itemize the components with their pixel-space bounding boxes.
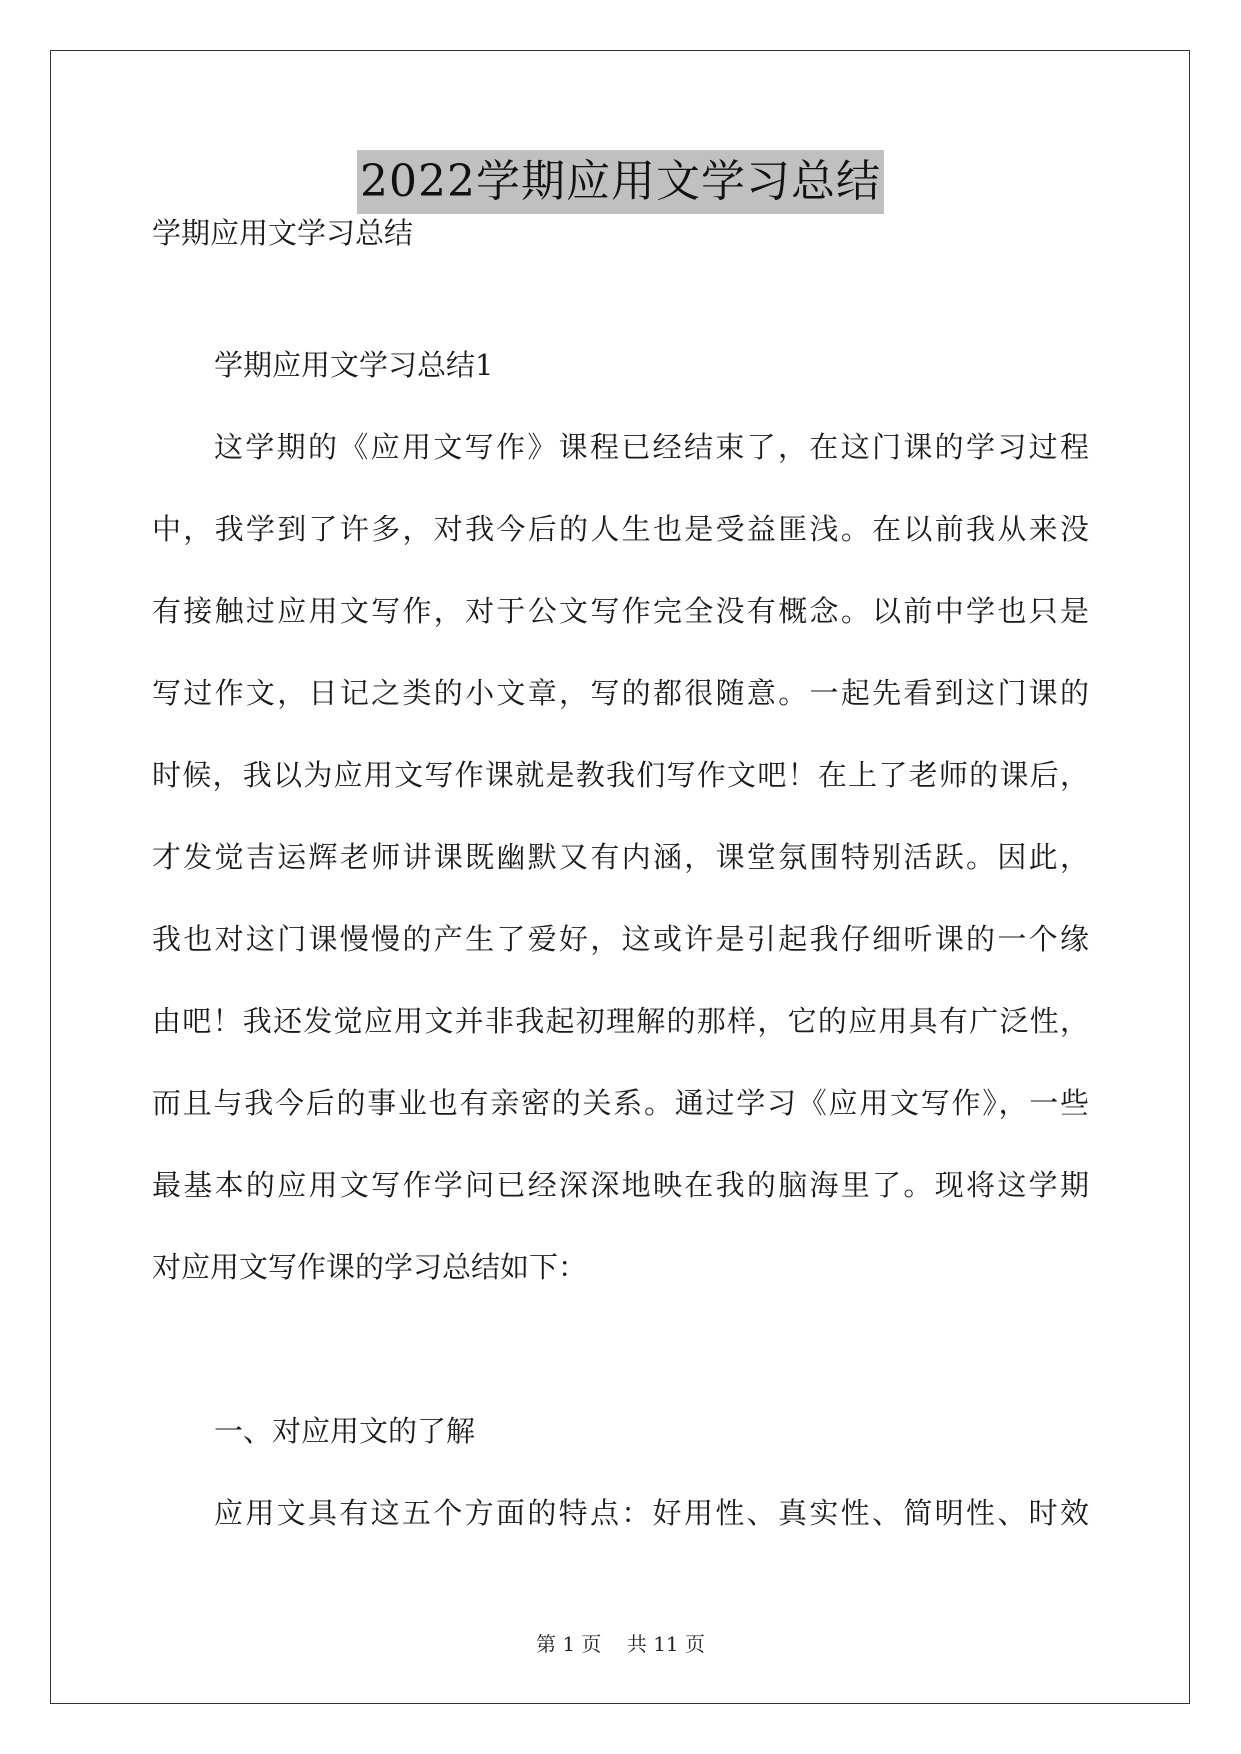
paragraph-line: 我也对这门课慢慢的产生了爱好，这或许是引起我仔细听课的一个缘: [152, 922, 1089, 956]
paragraph-line: 写过作文，日记之类的小文章，写的都很随意。一起先看到这门课的: [152, 676, 1089, 710]
paragraph-line: 由吧！我还发觉应用文并非我起初理解的那样，它的应用具有广泛性，: [152, 1004, 1089, 1038]
paragraph-line: 有接触过应用文写作，对于公文写作完全没有概念。以前中学也只是: [152, 594, 1089, 628]
paragraph-line: 时候，我以为应用文写作课就是教我们写作文吧！在上了老师的课后，: [152, 758, 1089, 792]
paragraph-line: 而且与我今后的事业也有亲密的关系。通过学习《应用文写作》，一些: [152, 1086, 1089, 1120]
paragraph-line: 最基本的应用文写作学问已经深深地映在我的脑海里了。现将这学期: [152, 1168, 1089, 1202]
paragraph-line: 才发觉吉运辉老师讲课既幽默又有内涵，课堂氛围特别活跃。因此，: [152, 840, 1089, 874]
page-border: [50, 50, 1190, 1704]
document-subtitle: 学期应用文学习总结: [152, 216, 414, 250]
subheading: 一、对应用文的了解: [214, 1414, 476, 1448]
paragraph-line: 对应用文写作课的学习总结如下：: [152, 1250, 588, 1284]
page-footer: 第 1 页 共 11 页: [535, 1632, 706, 1656]
paragraph-line: 应用文具有这五个方面的特点：好用性、真实性、简明性、时效: [214, 1496, 1089, 1530]
title-container: [0, 150, 1241, 214]
paragraph-line: 这学期的《应用文写作》课程已经结束了，在这门课的学习过程: [214, 430, 1089, 464]
document-title: 2022学期应用文学习总结: [357, 150, 884, 214]
paragraph-line: 中，我学到了许多，对我今后的人生也是受益匪浅。在以前我从来没: [152, 512, 1089, 546]
section-heading: 学期应用文学习总结1: [214, 348, 494, 382]
